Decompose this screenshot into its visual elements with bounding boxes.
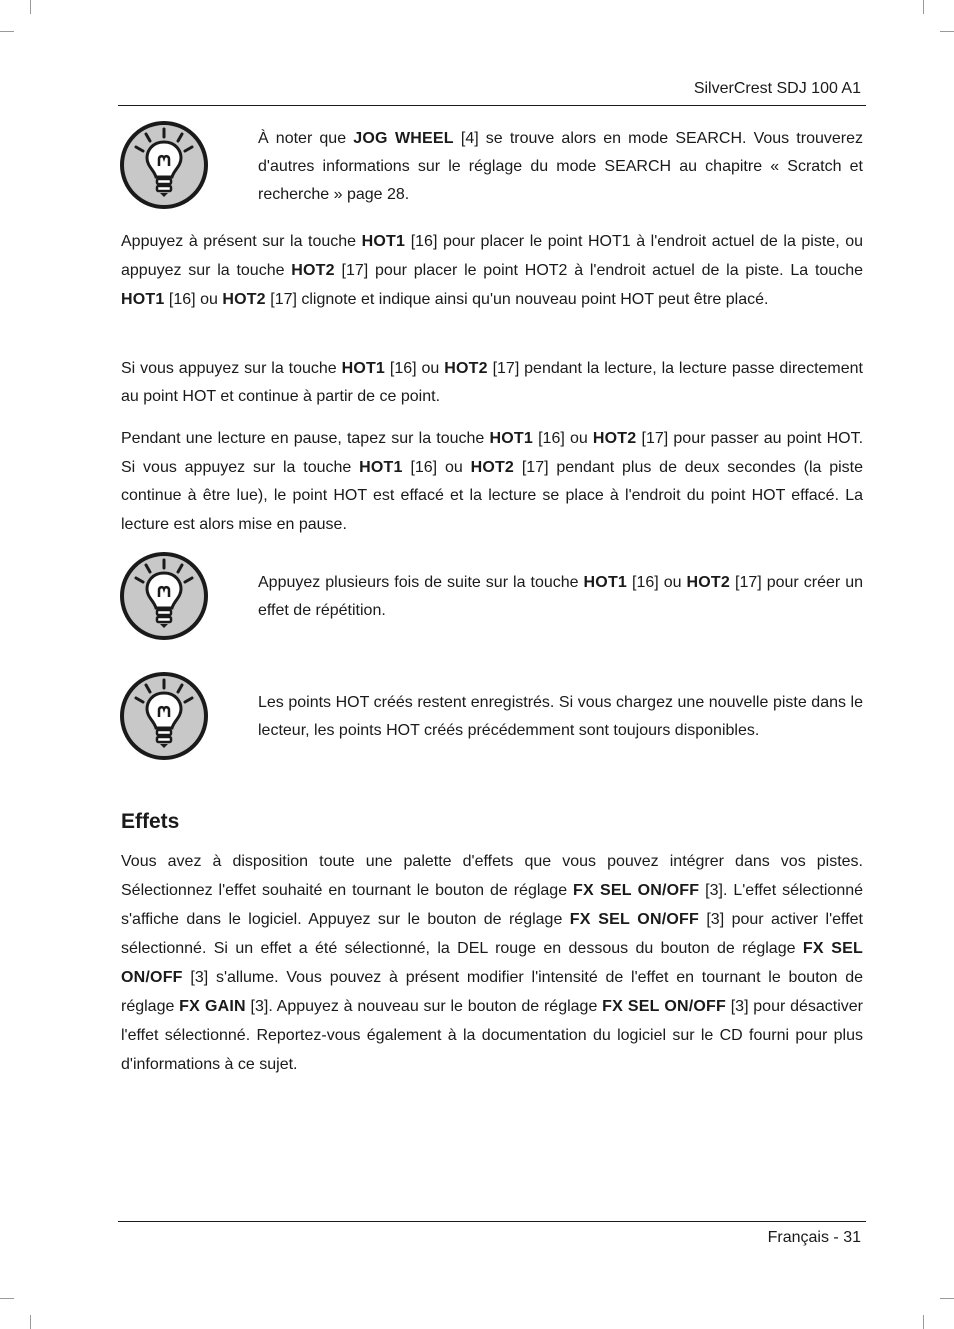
control-name: HOT2 (686, 574, 731, 591)
control-name: HOT1 (121, 291, 165, 308)
text-run: [16] ou (164, 291, 223, 308)
crop-mark (0, 1298, 14, 1299)
body-paragraph (121, 227, 863, 314)
lightbulb-icon (119, 671, 209, 761)
control-name: FX SEL ON/OFF (569, 911, 699, 928)
control-name: FX SEL ON/OFF (573, 882, 700, 899)
page-number: 31 (843, 1229, 861, 1246)
control-name: HOT2 (470, 458, 515, 476)
text-run: Pendant une lecture en pause, tapez sur la touche (121, 430, 490, 447)
footer-rule (118, 1221, 866, 1222)
page-footer (768, 1228, 861, 1248)
body-paragraph (121, 425, 863, 539)
control-name: HOT1 (583, 574, 628, 591)
control-name: FX GAIN (179, 998, 246, 1015)
text-run: [17] pour créer un effet de répétition. (258, 574, 863, 619)
text-run: [3] s'allume. Vous pouvez à présent modifier l'intensité de l'effet en tournant le bouton de réglage (121, 969, 863, 1015)
control-name: HOT1 (359, 458, 403, 476)
crop-mark (30, 0, 31, 14)
text-run: [16] pour placer le point HOT1 à l'endroit actuel de la piste, ou appuyez sur la touche (121, 233, 864, 279)
crop-mark (923, 1315, 924, 1329)
text-run: Appuyez plusieurs fois de suite sur la touche (258, 574, 584, 591)
crop-mark (30, 1315, 31, 1329)
text-run: [3]. L'effet sélectionné s'affiche dans le logiciel. Appuyez sur le bouton de réglage (121, 882, 864, 928)
text-run: À noter que (258, 130, 354, 147)
control-name: FX SEL ON/OFF (602, 998, 726, 1015)
text-run: [17] pour passer au point HOT. Si vous appuyez sur la touche (121, 430, 864, 476)
tip-text (258, 125, 863, 209)
control-name: HOT2 (291, 262, 335, 279)
control-name: HOT2 (592, 430, 637, 447)
crop-mark (923, 0, 924, 14)
text-run: Si vous appuyez sur la touche (121, 360, 342, 377)
text-run: Les points HOT créés restent enregistrés. Si vous chargez une nouvelle piste dans le lecteur, les points HOT créés précédemment sont toujours disponibles. (258, 694, 863, 739)
header-rule (118, 105, 866, 106)
section-paragraph (121, 847, 863, 1079)
control-name: HOT2 (444, 360, 488, 377)
control-name: JOG WHEEL (353, 130, 454, 147)
tip-text (258, 689, 863, 745)
footer-language: Français (767, 1229, 829, 1246)
lightbulb-icon (119, 551, 209, 641)
text-run: [3] pour activer l'effet sélectionné. Si un effet a été sélectionné, la DEL rouge en dessous du bouton de réglage (121, 911, 864, 957)
text-run: [16] ou (532, 430, 593, 447)
text-run: [17] pendant la lecture, la lecture passe directement au point HOT et continue à partir de ce point. (121, 360, 863, 405)
text-run: [4] se trouve alors en mode SEARCH. Vous trouverez d'autres informations sur le réglage du mode SEARCH au chapitre « Scratch et recherche » page 28. (258, 130, 863, 203)
crop-mark (940, 31, 954, 32)
control-name: FX SEL ON/OFF (121, 940, 863, 986)
control-name: HOT1 (341, 360, 386, 377)
control-name: HOT1 (361, 233, 406, 250)
crop-mark (0, 31, 14, 32)
lightbulb-icon (119, 120, 209, 210)
text-run: [16] ou (627, 574, 687, 591)
text-run: [3]. Appuyez à nouveau sur le bouton de réglage (245, 998, 603, 1015)
tip-text (258, 569, 863, 625)
text-run: [16] ou (402, 458, 471, 476)
control-name: HOT2 (222, 291, 266, 308)
text-run: [16] ou (385, 360, 445, 377)
text-run: [17] pendant plus de deux secondes (la piste continue à être lue), le point HOT est effacé et la lecture se place à l'endroit du point HOT effacé. La lecture est alors mise en pause. (121, 458, 864, 533)
footer-separator: - (828, 1229, 844, 1246)
header-title: SilverCrest SDJ 100 A1 (693, 80, 861, 97)
text-run: [17] clignote et indique ainsi qu'un nouveau point HOT peut être placé. (265, 291, 769, 308)
text-run: Vous avez à disposition toute une palette d'effets que vous pouvez intégrer dans vos pistes. Sélectionnez l'effet souhaité en tournant le bouton de réglage (121, 853, 863, 899)
text-run: [17] pour placer le point HOT2 à l'endroit actuel de la piste. La touche (334, 262, 863, 279)
crop-mark (940, 1298, 954, 1299)
body-paragraph (121, 355, 863, 411)
text-run: [3] pour désactiver l'effet sélectionné. Reportez-vous également à la documentation du logiciel sur le CD fourni pour plus d'informations à ce sujet. (121, 998, 863, 1073)
control-name: HOT1 (489, 430, 533, 447)
text-run: Appuyez à présent sur la touche (121, 233, 362, 250)
section-title: Effets (121, 810, 180, 833)
